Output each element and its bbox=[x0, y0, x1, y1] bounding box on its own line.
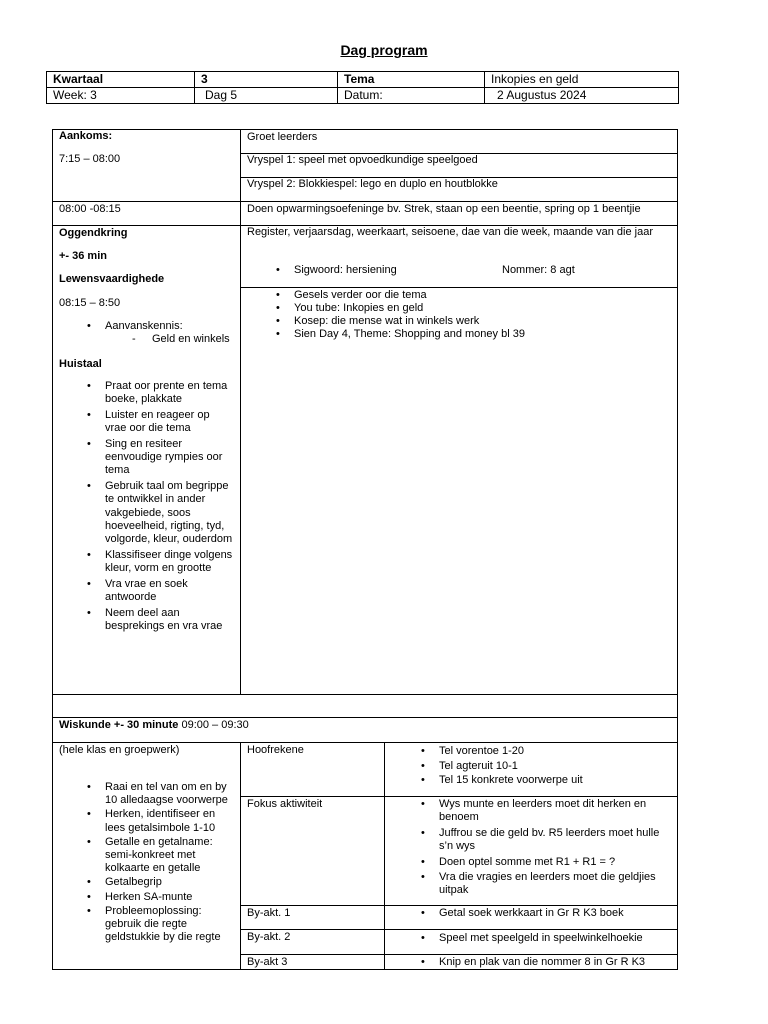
list-item: • Vra die vragies en leerders moet die geldjies uitpak bbox=[439, 871, 671, 898]
list-item: • Sien Day 4, Theme: Shopping and money bl 39 bbox=[294, 328, 674, 341]
list-item: • Aanvanskennis: bbox=[105, 320, 235, 333]
list-item: • Kosep: die mense wat in winkels werk bbox=[294, 315, 674, 328]
oggendkring-time: 08:15 – 8:50 bbox=[59, 297, 121, 309]
list-item: • You tube: Inkopies en geld bbox=[294, 302, 674, 315]
list-item: • Neem deel aan besprekings en vra vrae bbox=[105, 607, 233, 634]
wiskunde-header bbox=[59, 719, 249, 732]
byakt2-label: By-akt. 2 bbox=[247, 931, 291, 943]
wiskunde-time: 09:00 – 09:30 bbox=[181, 719, 249, 731]
list-item: - Geld en winkels bbox=[152, 333, 237, 346]
list-item: • Herken, identifiseer en lees getalsimbole 1-10 bbox=[105, 808, 237, 834]
oggendkring-duration: +- 36 min bbox=[59, 250, 107, 262]
nommer-text: Nommer: 8 agt bbox=[502, 264, 575, 276]
list-item: • Vra vrae en soek antwoorde bbox=[105, 578, 233, 605]
aankoms-row-1: Groet leerders bbox=[247, 131, 318, 143]
list-item: • Luister en reageer op vrae oor die tema bbox=[105, 409, 233, 436]
byakt1-list bbox=[439, 907, 675, 920]
list-item: • Herken SA-munte bbox=[105, 891, 237, 904]
week-cell: Week: 3 bbox=[47, 88, 195, 104]
tema-list bbox=[294, 289, 674, 341]
list-item: • Doen optel somme met R1 + R1 = ? bbox=[439, 856, 671, 869]
tema-label: Tema bbox=[338, 72, 485, 88]
wiskunde-left-list bbox=[105, 781, 237, 944]
sigwoord-list bbox=[294, 264, 494, 277]
aankoms-row-3: Vryspel 2: Blokkiespel: lego en duplo en houtblokke bbox=[247, 178, 498, 190]
register-text: Register, verjaarsdag, weerkaart, seisoene, dae van die week, maande van die jaar bbox=[247, 226, 654, 238]
fokus-label: Fokus aktiwiteit bbox=[247, 798, 323, 810]
kwartaal-label: Kwartaal bbox=[47, 72, 195, 88]
datum-value: 2 Augustus 2024 bbox=[485, 88, 679, 104]
byakt3-label: By-akt 3 bbox=[247, 956, 288, 968]
list-item: • Klassifiseer dinge volgens kleur, vorm en grootte bbox=[105, 549, 233, 576]
aanvans-sub-list bbox=[152, 333, 237, 346]
huistaal-list bbox=[105, 380, 233, 633]
hoofrekene-list bbox=[439, 744, 675, 788]
list-item: • Tel vorentoe 1-20 bbox=[439, 744, 675, 759]
list-item: • Praat oor prente en tema boeke, plakkate bbox=[105, 380, 233, 407]
header-table bbox=[46, 71, 679, 104]
warmup-time: 08:00 -08:15 bbox=[59, 203, 121, 215]
kwartaal-value: 3 bbox=[195, 72, 338, 88]
dag-cell: Dag 5 bbox=[195, 88, 338, 104]
lewensvaardighede-label: Lewensvaardighede bbox=[59, 273, 165, 285]
list-item: • Speel met speelgeld in speelwinkelhoekie bbox=[439, 932, 675, 945]
list-item: • Knip en plak van die nommer 8 in Gr R K3 bbox=[439, 956, 675, 969]
huistaal-label: Huistaal bbox=[59, 358, 102, 370]
wiskunde-title: Wiskunde +- 30 minute bbox=[59, 719, 179, 731]
warmup-text: Doen opwarmingsoefeninge bv. Strek, staan op een beentie, spring op 1 beentjie bbox=[247, 203, 641, 215]
byakt2-list bbox=[439, 932, 675, 945]
list-item: • Wys munte en leerders moet dit herken en benoem bbox=[439, 798, 671, 825]
aankoms-time: 7:15 – 08:00 bbox=[59, 153, 121, 165]
aankoms-row-2: Vryspel 1: speel met opvoedkundige speelgoed bbox=[247, 154, 478, 166]
wiskunde-subtitle: (hele klas en groepwerk) bbox=[59, 744, 180, 756]
fokus-list bbox=[439, 798, 671, 898]
list-item: • Getalle en getalname: semi-konkreet met kolkaarte en getalle bbox=[105, 836, 237, 876]
list-item: • Getal soek werkkaart in Gr R K3 boek bbox=[439, 907, 675, 920]
byakt3-list bbox=[439, 956, 675, 969]
list-item: • Probleemoplossing: gebruik die regte geldstukkie by die regte bbox=[105, 905, 237, 945]
hoofrekene-label: Hoofrekene bbox=[247, 744, 304, 756]
list-item: • Sing en resiteer eenvoudige rympies oor tema bbox=[105, 438, 233, 478]
list-item: • Tel agteruit 10-1 bbox=[439, 759, 675, 774]
list-item: • Getalbegrip bbox=[105, 876, 237, 889]
list-item: • Gesels verder oor die tema bbox=[294, 289, 674, 302]
aankoms-label: Aankoms: bbox=[59, 130, 113, 142]
tema-value: Inkopies en geld bbox=[485, 72, 679, 88]
datum-label: Datum: bbox=[338, 88, 485, 104]
list-item: • Raai en tel van om en by 10 alledaagse voorwerpe bbox=[105, 781, 237, 807]
list-item: • Sigwoord: hersiening bbox=[294, 264, 494, 277]
page-title: Dag program bbox=[340, 42, 428, 58]
list-item: • Tel 15 konkrete voorwerpe uit bbox=[439, 773, 675, 788]
list-item: • Gebruik taal om begrippe te ontwikkel in ander vakgebiede, soos hoeveelheid, rigting, tyd, volgorde, kleur, ouderdom bbox=[105, 480, 233, 547]
oggendkring-title: Oggendkring bbox=[59, 227, 128, 239]
byakt1-label: By-akt. 1 bbox=[247, 907, 291, 919]
aanvans-list bbox=[105, 320, 235, 333]
list-item: • Juffrou se die geld bv. R5 leerders moet hulle s’n wys bbox=[439, 827, 671, 854]
